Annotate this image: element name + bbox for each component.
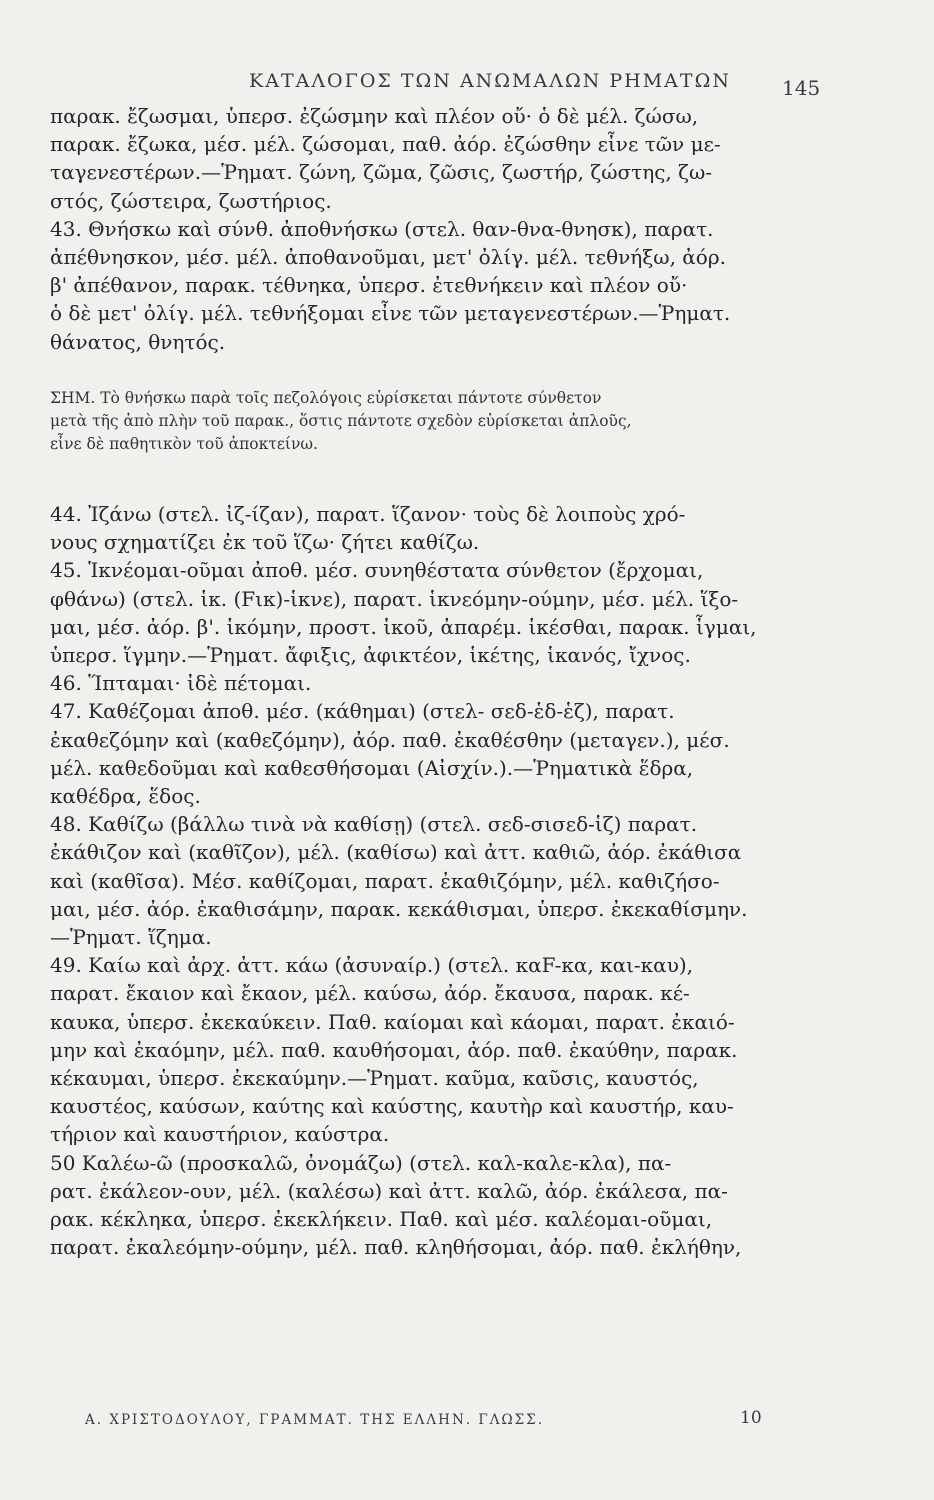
text-line: παρατ. ἔκαιον καὶ ἔκαον, μέλ. καύσω, ἀόρ. ἔκαυσα, παρακ. κέ-: [50, 981, 690, 1006]
text-line: —Ῥηματ. ἵζημα.: [50, 925, 212, 950]
text-line: ὁ δὲ μετ' ὀλίγ. μέλ. τεθνήξομαι εἶνε τῶν μεταγενεστέρων.—Ῥηματ.: [50, 301, 731, 326]
body-text-entries: [50, 500, 828, 1261]
entry-47-line: 47. Καθέζομαι ἀποθ. μέσ. (κάθημαι) (στελ- σεδ-ἑδ-ἑζ), παρατ.: [50, 699, 675, 724]
text-line: παρατ. ἐκαλεόμην-ούμην, μέλ. παθ. κληθήσομαι, ἀόρ. παθ. ἐκλήθην,: [50, 1235, 742, 1260]
text-line: μαι, μέσ. ἀόρ. ἐκαθισάμην, παρακ. κεκάθισμαι, ὑπερσ. ἐκεκαθίσμην.: [50, 896, 748, 921]
text-line: παρακ. ἔζωκα, μέσ. μέλ. ζώσομαι, παθ. ἀόρ. ἐζώσθην εἶνε τῶν με-: [50, 132, 721, 157]
text-line: ὑπερσ. ἵγμην.—Ῥηματ. ἄφιξις, ἀφικτέον, ἱκέτης, ἱκανός, ἴχνος.: [50, 643, 691, 668]
note-line: εἶνε δὲ παθητικὸν τοῦ ἀποκτείνω.: [50, 435, 318, 453]
text-line: ἐκάθιζον καὶ (καθῖζον), μέλ. (καθίσω) καὶ ἀττ. καθιῶ, ἀόρ. ἐκάθισα: [50, 840, 742, 865]
entry-49-line: 49. Καίω καὶ ἀρχ. ἀττ. κάω (ἀσυναίρ.) (στελ. καF-κα, και-καυ),: [50, 953, 694, 978]
running-head: ΚΑΤΑΛΟΓΟΣ ΤΩΝ ΑΝΩΜΑΛΩΝ ΡΗΜΑΤΩΝ: [249, 70, 731, 92]
entry-43-line: 43. Θνήσκω καὶ σύνθ. ἀποθνήσκω (στελ. θαν-θνα-θνησκ), παρατ.: [50, 216, 714, 241]
note-block: [50, 387, 828, 456]
text-line: μην καὶ ἐκαόμην, μέλ. παθ. καυθήσομαι, ἀόρ. παθ. ἐκαύθην, παρακ.: [50, 1037, 738, 1062]
entry-45-line: 45. Ἱκνέομαι-οῦμαι ἀποθ. μέσ. συνηθέστατα σύνθετον (ἔρχομαι,: [50, 558, 704, 583]
text-line: μαι, μέσ. ἀόρ. β'. ἱκόμην, προστ. ἱκοῦ, ἀπαρέμ. ἱκέσθαι, παρακ. ἷγμαι,: [50, 614, 757, 639]
text-line: νους σχηματίζει ἐκ τοῦ ἵζω· ζήτει καθίζω.: [50, 530, 480, 555]
text-line: καυκα, ὑπερσ. ἐκεκαύκειν. Παθ. καίομαι καὶ κάομαι, παρατ. ἐκαιό-: [50, 1009, 735, 1034]
note-line: μετὰ τῆς ἀπὸ πλὴν τοῦ παρακ., ὅστις πάντοτε σχεδὸν εὑρίσκεται ἁπλοῦς,: [50, 412, 632, 430]
entry-46-line: 46. Ἵπταμαι· ἰδὲ πέτομαι.: [50, 671, 312, 696]
text-line: κέκαυμαι, ὑπερσ. ἐκεκαύμην.—Ῥηματ. καῦμα, καῦσις, καυστός,: [50, 1066, 699, 1091]
text-line: ἐκαθεζόμην καὶ (καθεζόμην), ἀόρ. παθ. ἐκαθέσθην (μεταγεν.), μέσ.: [50, 727, 730, 752]
entry-48-line: 48. Καθίζω (βάλλω τινὰ νὰ καθίσῃ) (στελ. σεδ-σισεδ-ἱζ) παρατ.: [50, 812, 698, 837]
text-line: θάνατος, θνητός.: [50, 329, 226, 354]
text-line: παρακ. ἔζωσμαι, ὑπερσ. ἐζώσμην καὶ πλέον οὔ· ὁ δὲ μέλ. ζώσω,: [50, 104, 699, 128]
signature-mark: 10: [740, 1408, 762, 1428]
text-line: τήριον καὶ καυστήριον, καύστρα.: [50, 1122, 390, 1147]
text-line: μέλ. καθεδοῦμαι καὶ καθεσθήσομαι (Αἰσχίν.).—Ῥηματικὰ ἕδρα,: [50, 755, 694, 780]
entry-50-line: 50 Καλέω-ῶ (προσκαλῶ, ὀνομάζω) (στελ. καλ-καλε-κλα), πα-: [50, 1150, 672, 1175]
text-line: β' ἀπέθανον, παρακ. τέθνηκα, ὑπερσ. ἐτεθνήκειν καὶ πλέον οὔ·: [50, 273, 688, 298]
body-text-top: [50, 102, 828, 356]
text-line: καθέδρα, ἕδος.: [50, 784, 201, 809]
page-number: 145: [782, 76, 821, 100]
text-line: στός, ζώστειρα, ζωστήριος.: [50, 188, 332, 213]
note-line: ΣΗΜ. Τὸ θνήσκω παρὰ τοῖς πεζολόγοις εὑρίσκεται πάντοτε σύνθετον: [50, 389, 602, 407]
entry-44-line: 44. Ἰζάνω (στελ. ἰζ-ίζαν), παρατ. ἵζανον· τοὺς δὲ λοιποὺς χρό-: [50, 502, 686, 526]
text-line: καὶ (καθῖσα). Μέσ. καθίζομαι, παρατ. ἐκαθιζόμην, μέλ. καθιζήσο-: [50, 868, 720, 893]
text-line: ρατ. ἐκάλεον-ουν, μέλ. (καλέσω) καὶ ἀττ. καλῶ, ἀόρ. ἐκάλεσα, πα-: [50, 1178, 728, 1203]
text-line: ρακ. κέκληκα, ὑπερσ. ἐκεκλήκειν. Παθ. καὶ μέσ. καλέομαι-οῦμαι,: [50, 1207, 713, 1232]
text-line: ἀπέθνησκον, μέσ. μέλ. ἀποθανοῦμαι, μετ' ὀλίγ. μέλ. τεθνήξω, ἀόρ.: [50, 245, 726, 270]
text-line: καυστέος, καύσων, καύτης καὶ καύστης, καυτὴρ καὶ καυστήρ, καυ-: [50, 1094, 734, 1119]
footer-imprint: Α. ΧΡΙΣΤΟΔΟΥΛΟΥ, ΓΡΑΜΜΑΤ. ΤΗΣ ΕΛΛΗΝ. ΓΛΩΣΣ.: [85, 1412, 545, 1428]
text-line: ταγενεστέρων.—Ῥηματ. ζώνη, ζῶμα, ζῶσις, ζωστήρ, ζώστης, ζω-: [50, 160, 713, 185]
text-line: φθάνω) (στελ. ἱκ. (Fικ)-ἱκνε), παρατ. ἱκνεόμην-ούμην, μέσ. μέλ. ἵξο-: [50, 586, 739, 611]
